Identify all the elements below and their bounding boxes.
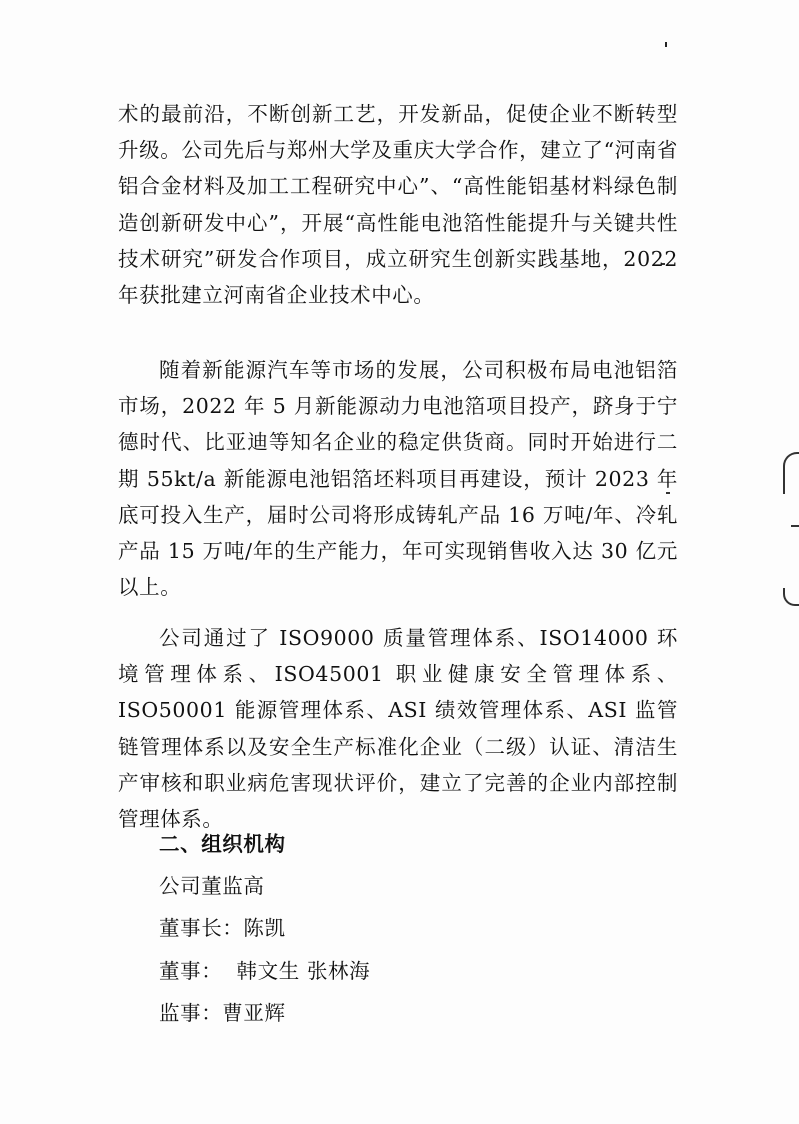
supervisor-line: 监事：曹亚辉 bbox=[159, 1001, 286, 1025]
scan-mark bbox=[665, 42, 667, 47]
scan-edge-artifact bbox=[791, 525, 799, 541]
scan-edge-artifact bbox=[783, 452, 799, 494]
chairman-line: 董事长：陈凯 bbox=[159, 916, 286, 940]
section-heading: 二、组织机构 bbox=[159, 832, 286, 856]
directors-line: 董事： 韩文生 张林海 bbox=[159, 959, 371, 983]
paragraph-technology: 术的最前沿，不断创新工艺，开发新品，促使企业不断转型升级。公司先后与郑州大学及重庆大学合作，建立了“河南省铝合金材料及加工工程研究中心”、“高性能铝基材料绿色制造创新研发中心”，开展“高性能电池箔性能提升与关键共性技术研究”研发合作项目，成立研究生创新实践基地，2022 年获批建立河南省企业技术中心。 bbox=[118, 102, 678, 308]
paragraph-battery-foil: 随着新能源汽车等市场的发展，公司积极布局电池铝箔市场，2022 年 5 月新能源动力电池箔项目投产，跻身于宁德时代、比亚迪等知名企业的稳定供货商。同时开始进行二期 55kt/a 新能源电池铝箔坯料项目再建设，预计 2023 年底可投入生产，届时公司将形成铸轧产品 16 万吨/年、冷轧产品 15 万吨/年的生产能力，年可实现销售收入达 30 亿元以上。 bbox=[118, 358, 678, 600]
section-subheading: 公司董监高 bbox=[159, 874, 265, 898]
scan-edge-artifact bbox=[783, 588, 799, 606]
paragraph-certifications: 公司通过了 ISO9000 质量管理体系、ISO14000 环境管理体系、ISO45001 职业健康安全管理体系、ISO50001 能源管理体系、ASI 绩效管理体系、ASI 监管链管理体系以及安全生产标准化企业（二级）认证、清洁生产审核和职业病危害现状评价，建立了完善的企业内部控制管理体系。 bbox=[118, 626, 678, 832]
